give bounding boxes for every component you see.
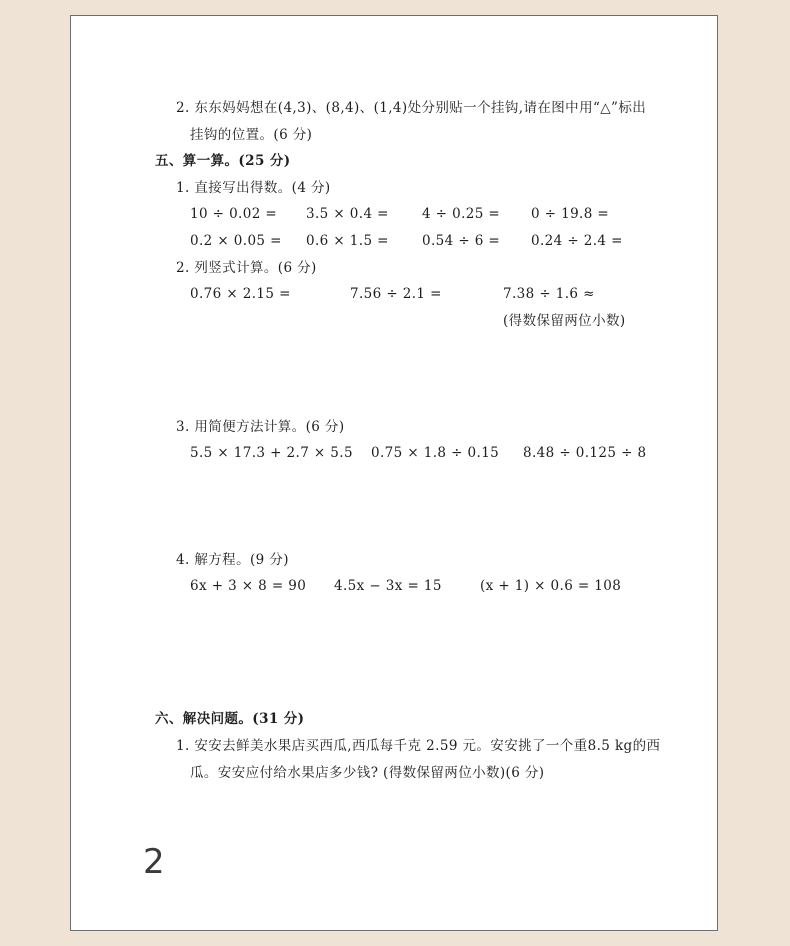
vertical-calc-item: 0.76 × 2.15 = [190, 286, 291, 302]
calc-item: 0.6 × 1.5 = [306, 233, 389, 249]
s5-p3-title: 3. 用简便方法计算。(6 分) [176, 419, 345, 435]
s5-p1-title: 1. 直接写出得数。(4 分) [176, 180, 331, 196]
vertical-calc-item: 7.56 ÷ 2.1 = [350, 286, 442, 302]
calc-item: 0.54 ÷ 6 = [422, 233, 501, 249]
question-2-line-1: 2. 东东妈妈想在(4,3)、(8,4)、(1,4)处分别贴一个挂钩,请在图中用“△”标出 [176, 100, 647, 116]
calc-item: 0.2 × 0.05 = [190, 233, 282, 249]
calc-item: 3.5 × 0.4 = [306, 206, 389, 222]
s5-p4-title: 4. 解方程。(9 分) [176, 552, 289, 568]
simplify-item: 8.48 ÷ 0.125 ÷ 8 [523, 445, 647, 461]
equation-item: (x + 1) × 0.6 = 108 [480, 578, 622, 594]
simplify-item: 0.75 × 1.8 ÷ 0.15 [371, 445, 500, 461]
calc-item: 0 ÷ 19.8 = [531, 206, 610, 222]
s6-p1-line-1: 1. 安安去鲜美水果店买西瓜,西瓜每千克 2.59 元。安安挑了一个重8.5 kg的西 [176, 738, 661, 754]
calc-item: 10 ÷ 0.02 = [190, 206, 278, 222]
question-2-line-2: 挂钩的位置。(6 分) [190, 127, 313, 143]
vertical-calc-item: 7.38 ÷ 1.6 ≈ [503, 286, 595, 302]
s6-p1-line-2: 瓜。安安应付给水果店多少钱? (得数保留两位小数)(6 分) [190, 765, 545, 781]
rounding-note: (得数保留两位小数) [503, 313, 626, 329]
simplify-item: 5.5 × 17.3 + 2.7 × 5.5 [190, 445, 353, 461]
equation-item: 6x + 3 × 8 = 90 [190, 578, 307, 594]
section-6-title: 六、解决问题。(31 分) [155, 711, 305, 727]
calc-item: 4 ÷ 0.25 = [422, 206, 501, 222]
s5-p2-title: 2. 列竖式计算。(6 分) [176, 260, 317, 276]
equation-item: 4.5x − 3x = 15 [334, 578, 442, 594]
section-5-title: 五、算一算。(25 分) [155, 153, 291, 169]
calc-item: 0.24 ÷ 2.4 = [531, 233, 623, 249]
page-number: 2 [143, 842, 165, 882]
